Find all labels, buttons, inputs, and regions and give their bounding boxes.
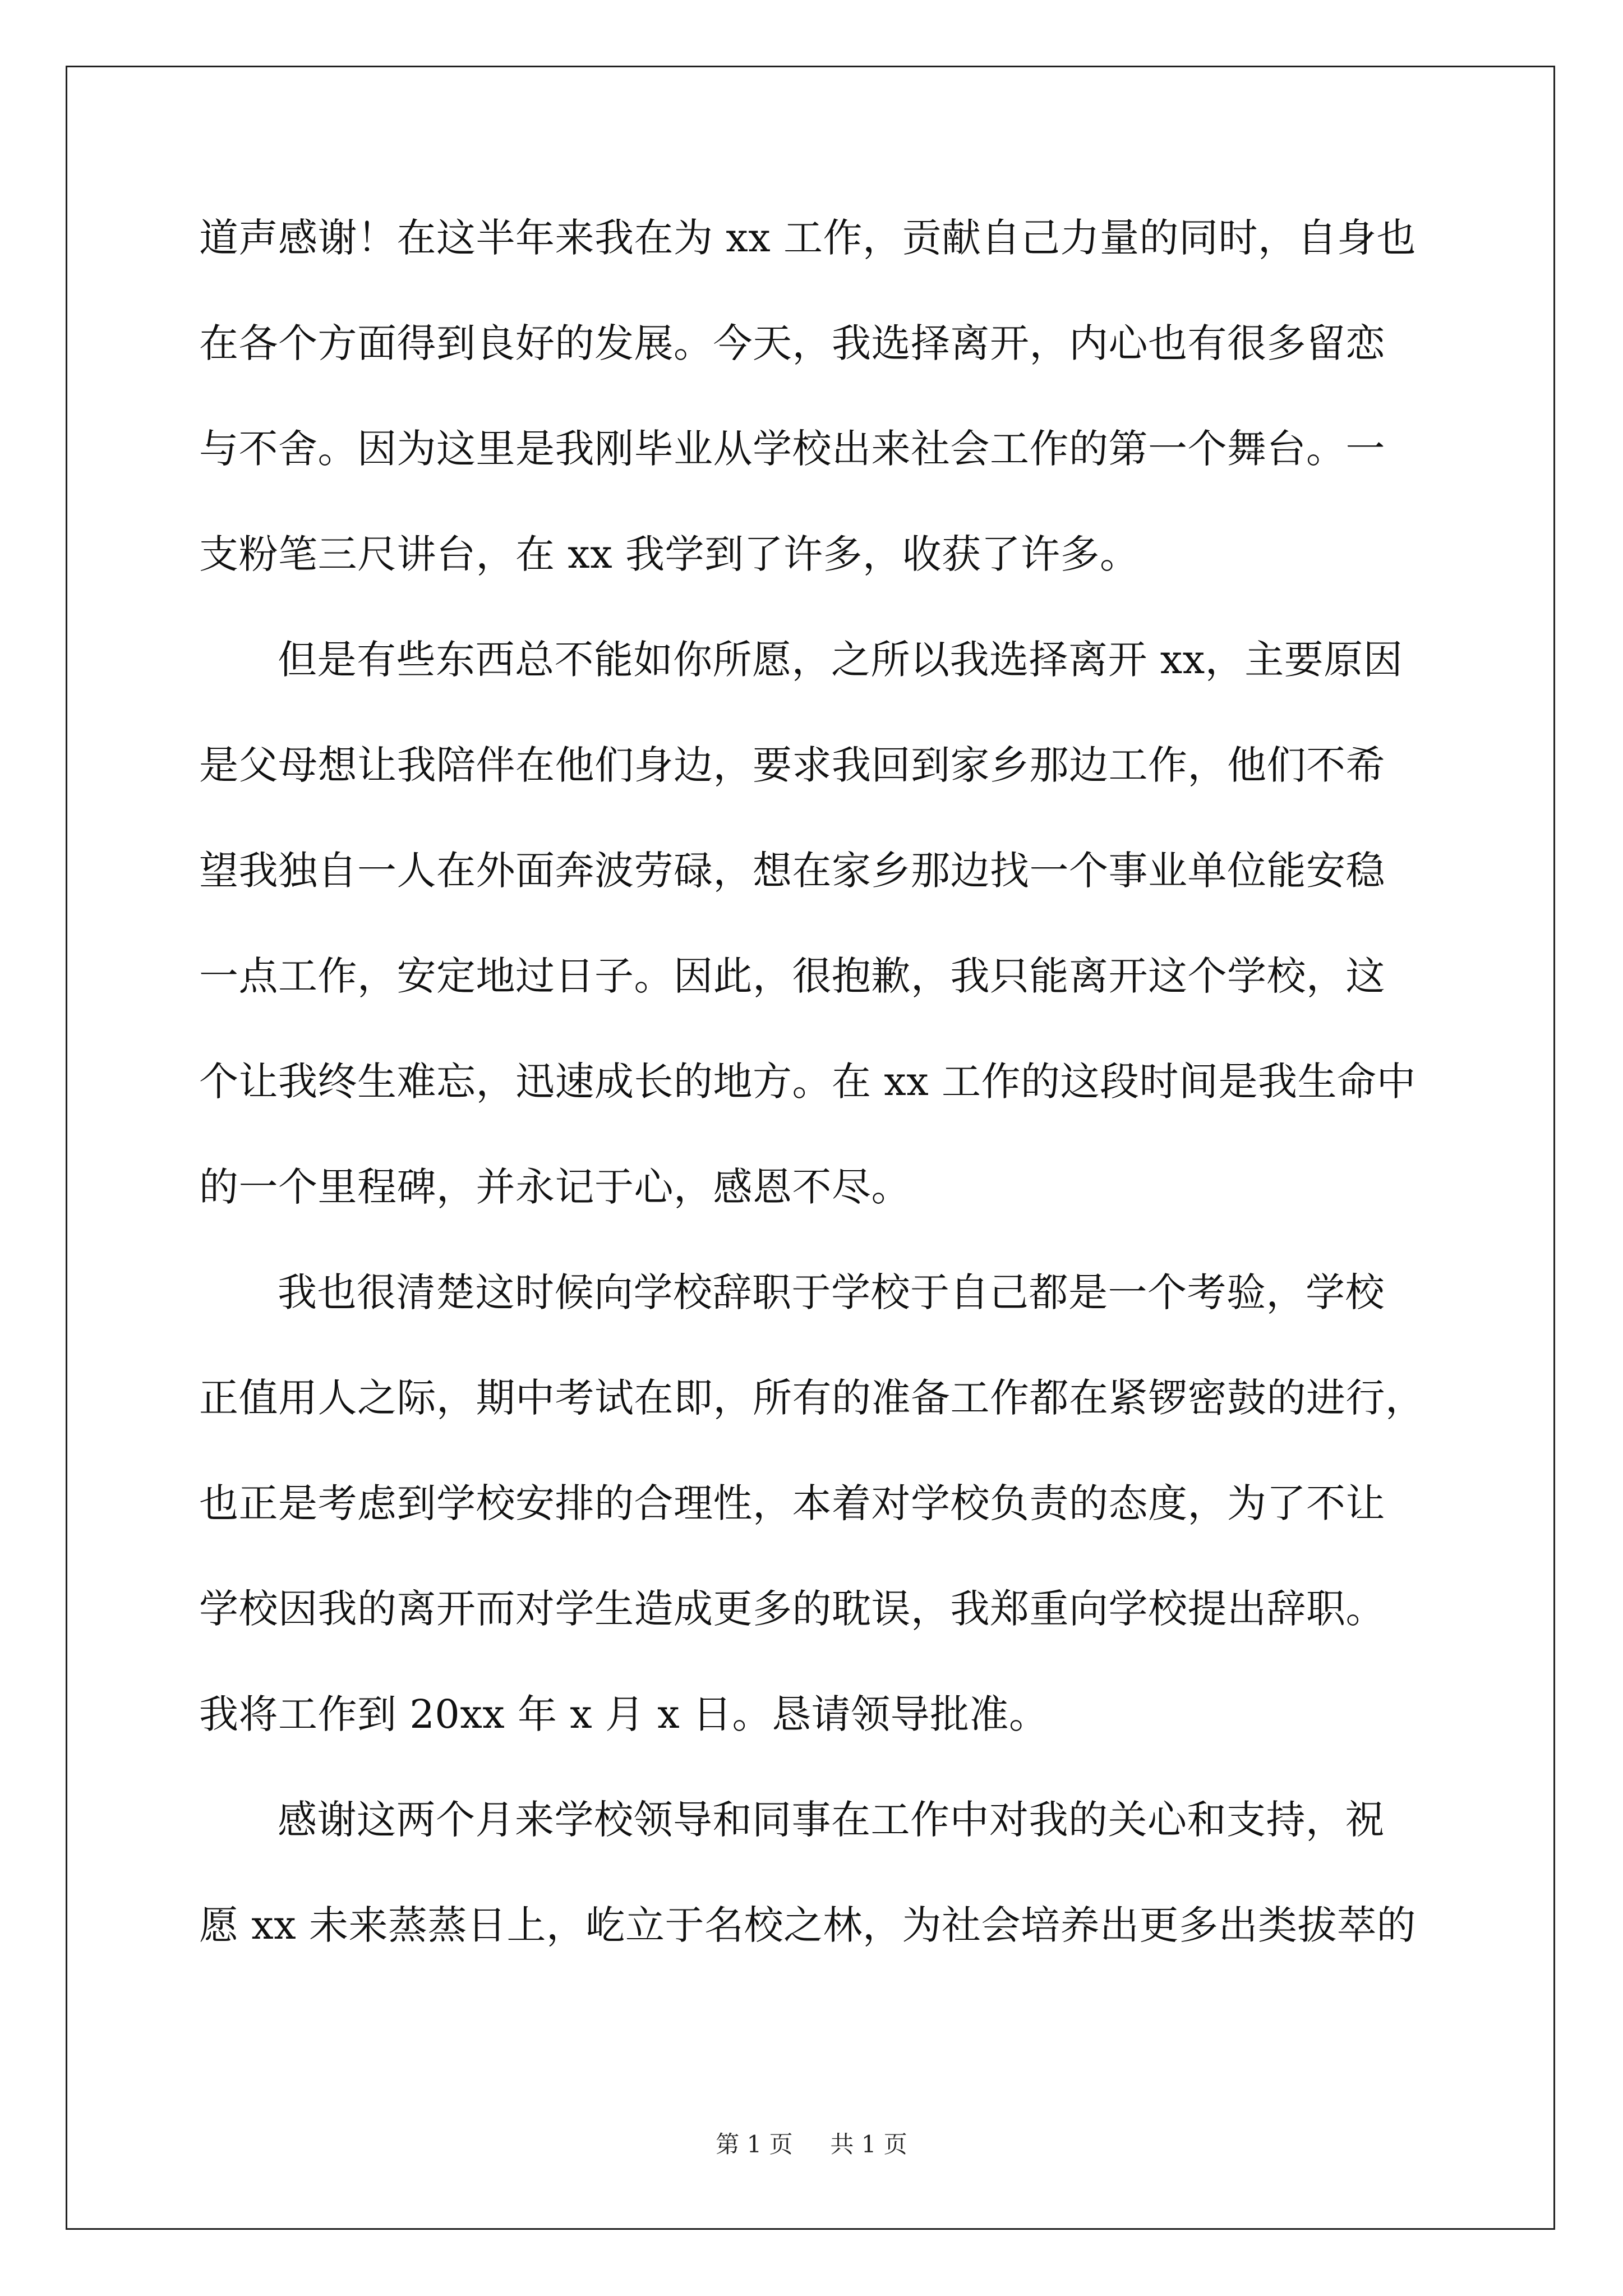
text-line: 正值用人之际，期中考试在即，所有的准备工作都在紧锣密鼓的进行， [199,1375,1425,1421]
text-line: 望我独自一人在外面奔波劳碌，想在家乡那边找一个事业单位能安稳 [199,848,1385,894]
text-line: 在各个方面得到良好的发展。今天，我选择离开，内心也有很多留恋 [199,320,1385,366]
text-line: 也正是考虑到学校安排的合理性，本着对学校负责的态度，为了不让 [199,1480,1385,1526]
text-line: 支粉笔三尺讲台，在 xx 我学到了许多，收获了许多。 [199,531,1140,577]
text-line: 学校因我的离开而对学生造成更多的耽误，我郑重向学校提出辞职。 [199,1586,1385,1632]
text-line: 道声感谢！在这半年来我在为 xx 工作，贡献自己力量的同时，自身也 [199,215,1416,261]
paragraph-start-line: 我也很清楚这时候向学校辞职于学校于自己都是一个考验，学校 [278,1269,1385,1315]
text-line: 是父母想让我陪伴在他们身边，要求我回到家乡那边工作，他们不希 [199,742,1385,788]
page-footer [0,2129,1623,2160]
text-line: 与不舍。因为这里是我刚毕业从学校出来社会工作的第一个舞台。一 [199,426,1385,472]
paragraph-start-line: 但是有些东西总不能如你所愿，之所以我选择离开 xx，主要原因 [278,637,1403,683]
page-number-current: 第 1 页 [716,2131,793,2158]
page-number-total: 共 1 页 [830,2131,907,2158]
text-line: 我将工作到 20xx 年 x 月 x 日。恳请领导批准。 [199,1691,1049,1737]
text-line: 的一个里程碑，并永记于心，感恩不尽。 [199,1164,911,1210]
text-line: 愿 xx 未来蒸蒸日上，屹立于名校之林，为社会培养出更多出类拔萃的 [199,1902,1416,1948]
text-line: 一点工作，安定地过日子。因此，很抱歉，我只能离开这个学校，这 [199,953,1385,999]
document-body [199,212,1427,2005]
text-line: 个让我终生难忘，迅速成长的地方。在 xx 工作的这段时间是我生命中 [199,1059,1416,1105]
paragraph-start-line: 感谢这两个月来学校领导和同事在工作中对我的关心和支持，祝 [278,1797,1385,1843]
